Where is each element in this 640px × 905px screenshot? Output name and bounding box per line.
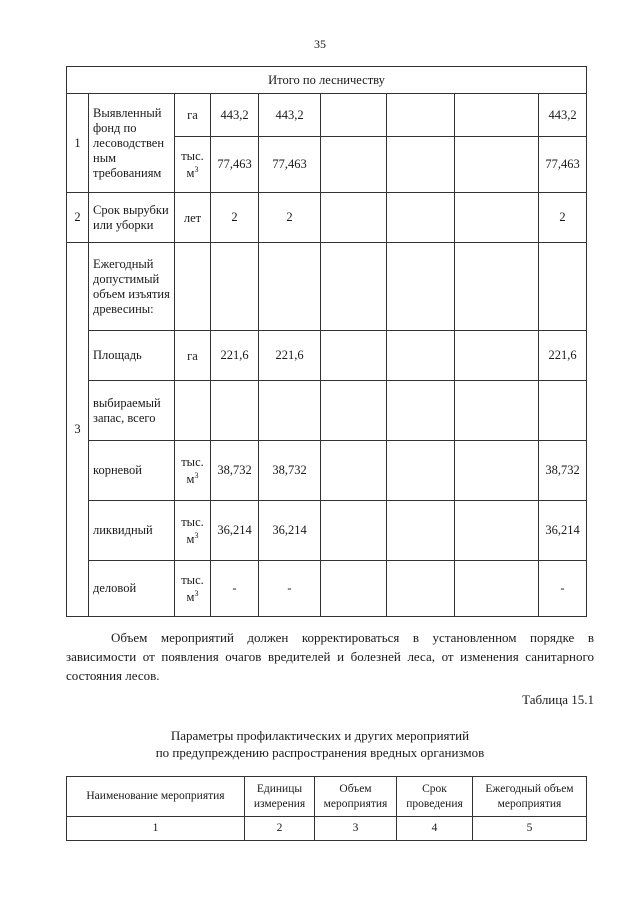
- table-row: [67, 243, 587, 331]
- value-cell: 38,732: [539, 441, 587, 501]
- forest-summary-table: [66, 66, 587, 617]
- row-number: 3: [67, 243, 89, 617]
- value-cell: 221,6: [211, 331, 259, 381]
- empty-cell: [455, 441, 539, 501]
- header-cell: Единицы измерения: [245, 777, 315, 817]
- row-name: деловой: [89, 561, 175, 617]
- value-cell: 36,214: [259, 501, 321, 561]
- header-cell: Объем мероприятия: [315, 777, 397, 817]
- column-number: 2: [245, 817, 315, 841]
- empty-cell: [321, 243, 387, 331]
- empty-cell: [321, 331, 387, 381]
- empty-cell: [455, 561, 539, 617]
- column-number: 3: [315, 817, 397, 841]
- row-name: Срок вырубки или уборки: [89, 193, 175, 243]
- value-cell: 77,463: [211, 137, 259, 193]
- empty-cell: [387, 331, 455, 381]
- empty-cell: [539, 243, 587, 331]
- empty-cell: [387, 243, 455, 331]
- value-cell: 221,6: [259, 331, 321, 381]
- value-cell: -: [539, 561, 587, 617]
- value-cell: 38,732: [211, 441, 259, 501]
- table-header-row: [67, 777, 587, 817]
- empty-cell: [387, 441, 455, 501]
- value-cell: 2: [211, 193, 259, 243]
- value-cell: 443,2: [259, 94, 321, 137]
- empty-cell: [321, 501, 387, 561]
- unit-cell: тыс. $м^3$: [175, 501, 211, 561]
- unit-text: тыс. м: [181, 514, 204, 547]
- column-number: 4: [397, 817, 473, 841]
- measures-table: [66, 776, 587, 841]
- header-cell: Срок проведения: [397, 777, 473, 817]
- value-cell: 2: [259, 193, 321, 243]
- unit-cell: тыс. $м^3$: [175, 137, 211, 193]
- empty-cell: [387, 94, 455, 137]
- value-cell: 443,2: [211, 94, 259, 137]
- row-number: 1: [67, 94, 89, 193]
- header-cell: Ежегодный объем мероприятия: [473, 777, 587, 817]
- empty-cell: [175, 243, 211, 331]
- unit-cell: тыс. $м^3$: [175, 441, 211, 501]
- empty-cell: [321, 381, 387, 441]
- empty-cell: [175, 381, 211, 441]
- empty-cell: [211, 381, 259, 441]
- empty-cell: [539, 381, 587, 441]
- row-number: 2: [67, 193, 89, 243]
- empty-cell: [455, 94, 539, 137]
- table-caption-line-1: Параметры профилактических и других мероприятий: [170, 728, 470, 743]
- value-cell: -: [259, 561, 321, 617]
- unit-cell: га: [175, 94, 211, 137]
- table-title: Итого по лесничеству: [67, 67, 587, 94]
- table-row: [67, 561, 587, 617]
- header-cell: Наименование мероприятия: [67, 777, 245, 817]
- empty-cell: [455, 243, 539, 331]
- empty-cell: [455, 137, 539, 193]
- unit-text: тыс. м: [181, 572, 204, 605]
- unit-text: тыс. м: [181, 148, 204, 181]
- value-cell: 77,463: [259, 137, 321, 193]
- empty-cell: [387, 501, 455, 561]
- unit-text: тыс. м: [181, 454, 204, 487]
- empty-cell: [259, 381, 321, 441]
- unit-cell: тыс. $м^3$: [175, 561, 211, 617]
- page-number: 35: [314, 37, 326, 51]
- value-cell: 2: [539, 193, 587, 243]
- unit-cell: га: [175, 331, 211, 381]
- empty-cell: [455, 193, 539, 243]
- table-label: Таблица 15.1: [522, 692, 594, 707]
- row-name: выбираемый запас, всего: [89, 381, 175, 441]
- table-row: [67, 193, 587, 243]
- column-number: 5: [473, 817, 587, 841]
- row-name: Площадь: [89, 331, 175, 381]
- empty-cell: [387, 381, 455, 441]
- table-row: [67, 817, 587, 841]
- value-cell: 443,2: [539, 94, 587, 137]
- empty-cell: [321, 193, 387, 243]
- empty-cell: [387, 193, 455, 243]
- value-cell: 221,6: [539, 331, 587, 381]
- table-row: [67, 441, 587, 501]
- empty-cell: [211, 243, 259, 331]
- empty-cell: [455, 501, 539, 561]
- empty-cell: [259, 243, 321, 331]
- unit-cell: лет: [175, 193, 211, 243]
- value-cell: 77,463: [539, 137, 587, 193]
- empty-cell: [321, 441, 387, 501]
- value-cell: 36,214: [211, 501, 259, 561]
- empty-cell: [321, 561, 387, 617]
- empty-cell: [321, 137, 387, 193]
- value-cell: 38,732: [259, 441, 321, 501]
- row-name: ликвидный: [89, 501, 175, 561]
- table-row: [67, 381, 587, 441]
- body-paragraph: Объем мероприятий должен корректироваться в установленном порядке в зависимости от появления очагов вредителей и болезней леса, от изменения санитарного состояния лесов.: [66, 630, 594, 683]
- empty-cell: [387, 137, 455, 193]
- row-name: корневой: [89, 441, 175, 501]
- column-number: 1: [67, 817, 245, 841]
- table-row: [67, 331, 587, 381]
- empty-cell: [455, 331, 539, 381]
- row-name: Ежегодный допустимый объем изъятия древесины:: [89, 243, 175, 331]
- empty-cell: [455, 381, 539, 441]
- table-header-row: [67, 67, 587, 94]
- table-caption-line-2: по предупреждению распространения вредных организмов: [155, 745, 485, 760]
- empty-cell: [387, 561, 455, 617]
- empty-cell: [321, 94, 387, 137]
- value-cell: -: [211, 561, 259, 617]
- table-row: [67, 501, 587, 561]
- value-cell: 36,214: [539, 501, 587, 561]
- row-name: Выявленный фонд по лесоводствен ным требованиям: [89, 94, 175, 193]
- table-row: [67, 94, 587, 137]
